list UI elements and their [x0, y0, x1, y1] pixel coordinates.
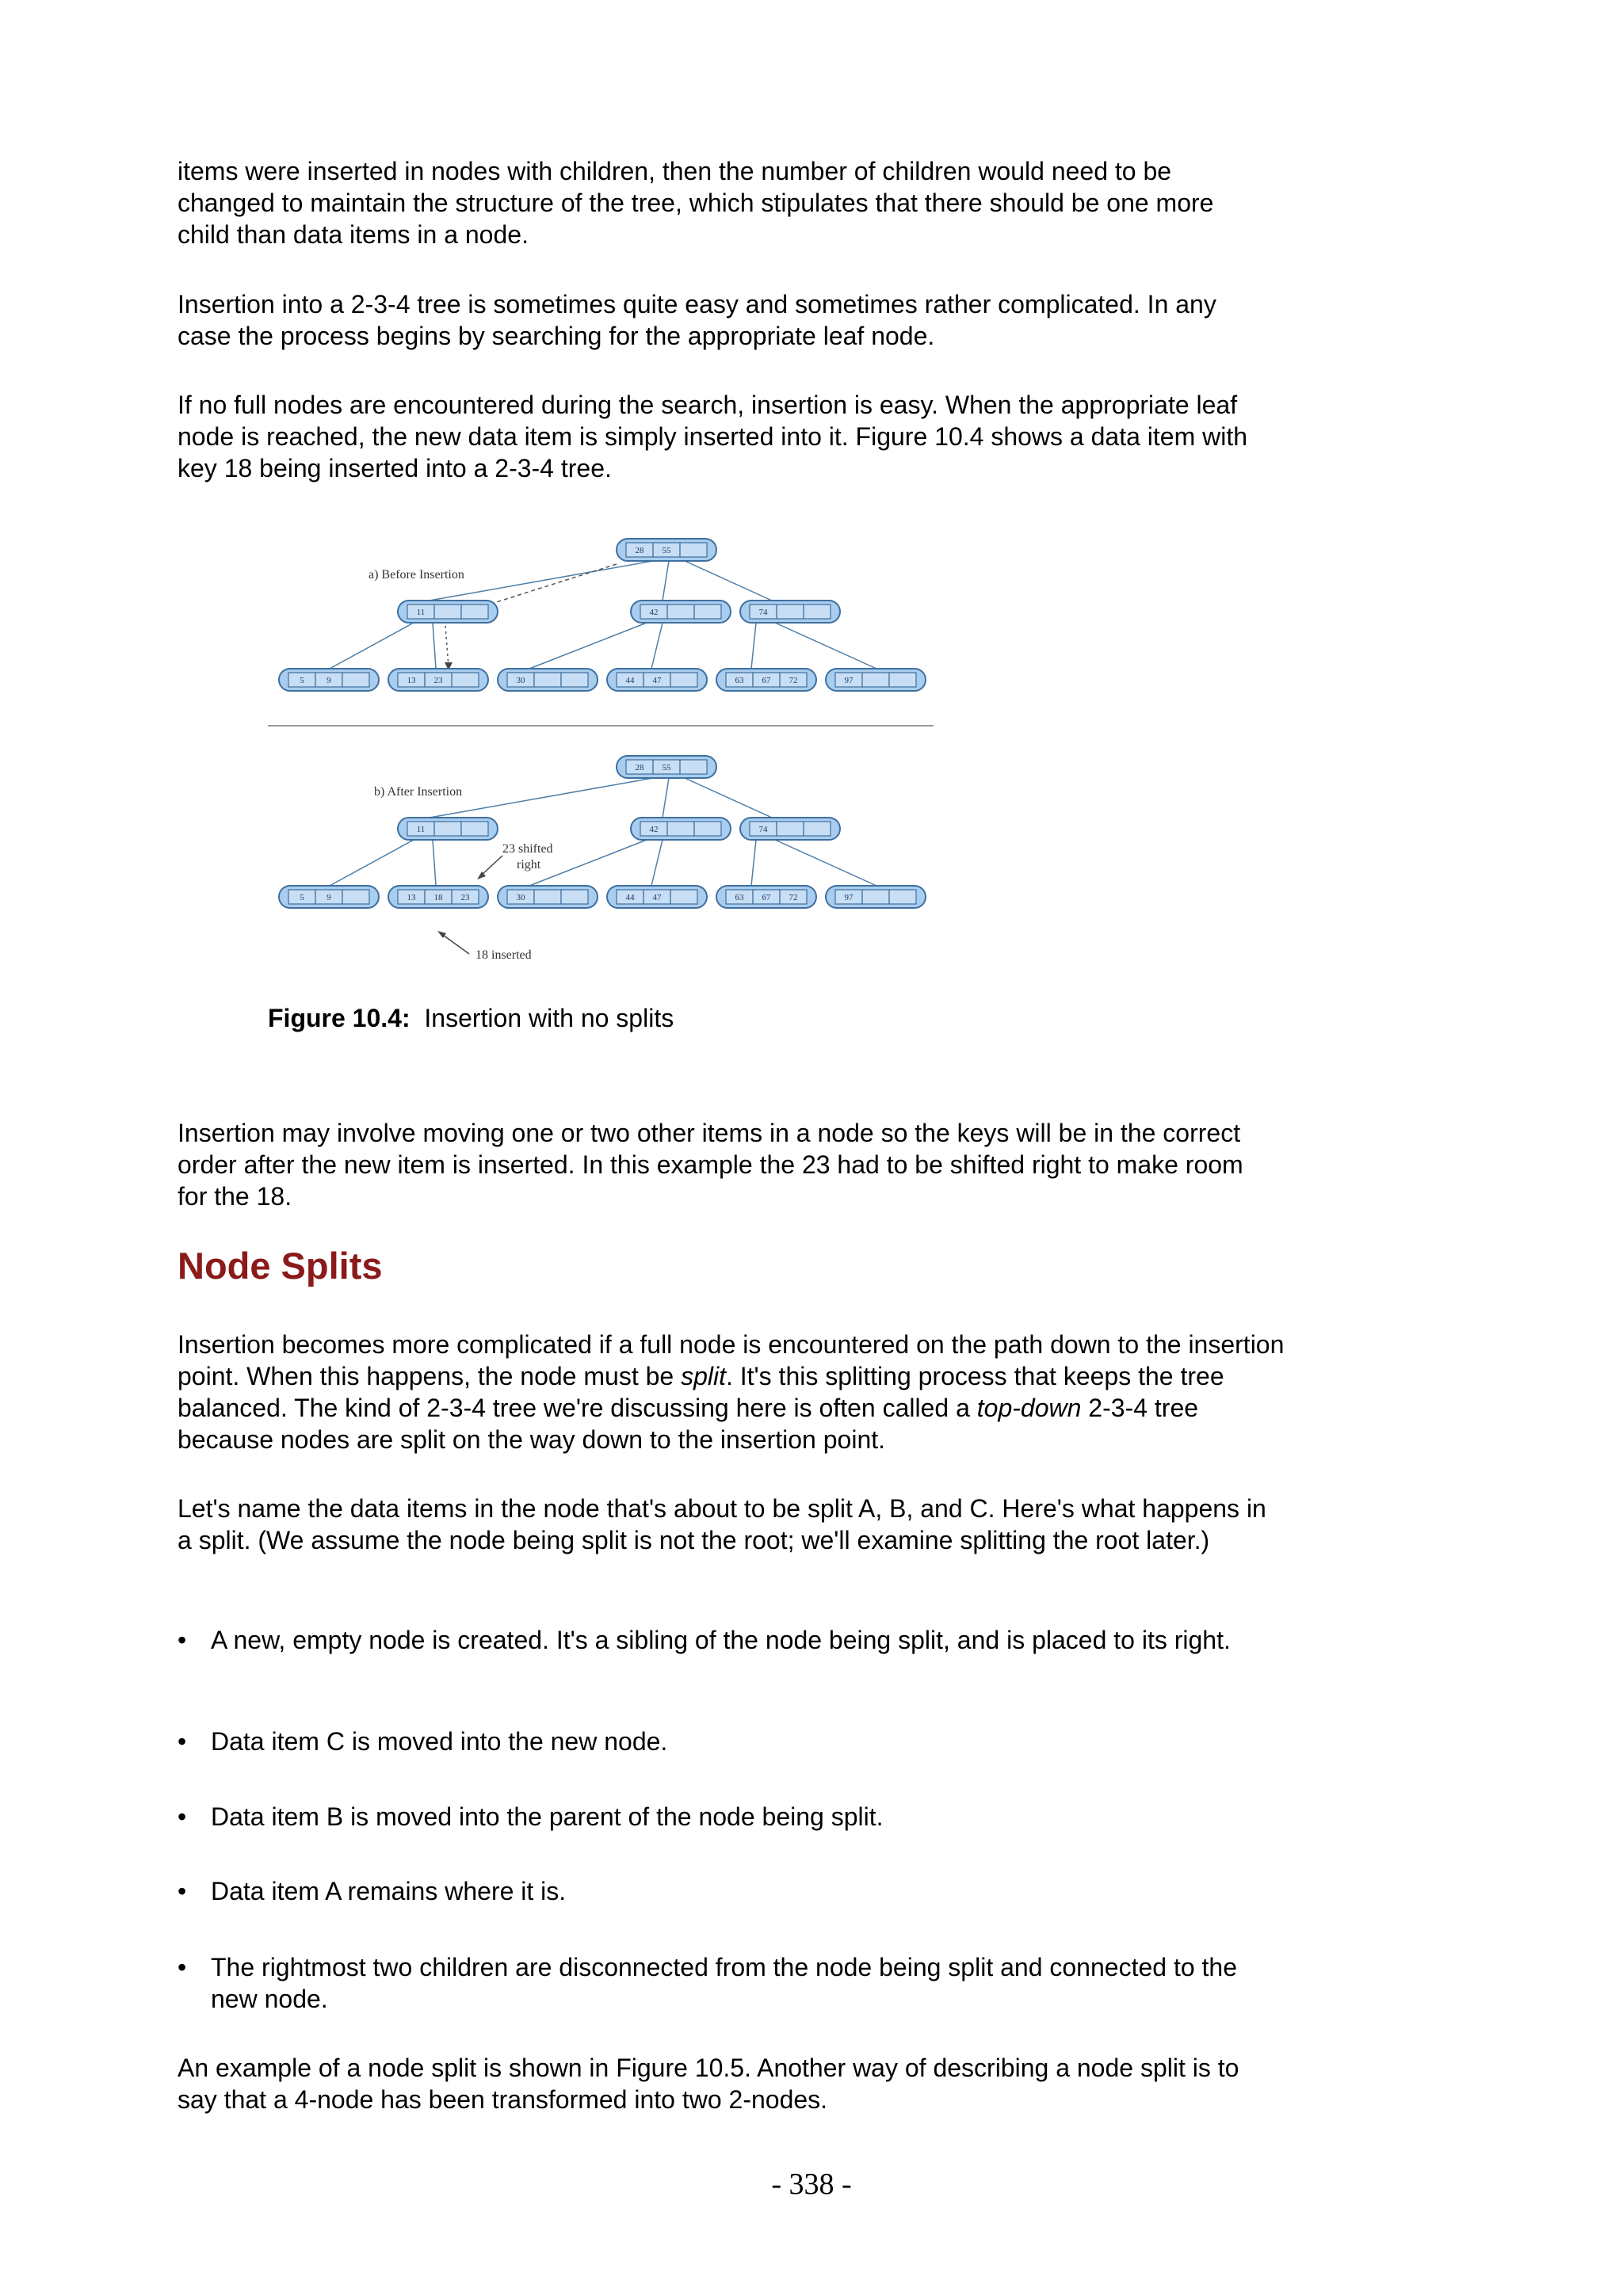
inserted-note: 18 inserted [475, 948, 532, 962]
list-item [178, 1951, 1287, 2015]
before-edge [529, 623, 647, 669]
node-key: 23 [460, 893, 470, 902]
text-run: Insertion becomes more complicated if a full node is encountered on the path down to the insertion point. When this happens, the node must be [178, 1330, 1285, 1390]
after-leaf-node [826, 886, 926, 908]
node-key: 28 [635, 546, 644, 555]
before-insertion-label: a) Before Insertion [369, 568, 464, 582]
before-edge [651, 623, 663, 669]
node-key: 42 [649, 825, 659, 834]
after-edge [751, 840, 756, 886]
emphasis-split: split [681, 1362, 726, 1390]
node-key: 74 [758, 608, 768, 617]
shift-note-line2: right [517, 858, 541, 871]
node-key: 42 [649, 608, 659, 617]
node-cell [534, 673, 561, 687]
caption-label: Figure 10.4: [268, 1004, 411, 1032]
figure-10-4 [262, 531, 943, 974]
node-cell [534, 890, 561, 904]
node-key: 18 [433, 893, 443, 902]
node-cell [461, 822, 488, 836]
list-item [178, 1801, 1287, 1833]
node-key: 13 [407, 893, 416, 902]
emphasis-top-down: top-down [976, 1394, 1082, 1422]
paragraph-insertion-overview: Insertion into a 2-3-4 tree is sometimes quite easy and sometimes rather complicated. In any case the process begins by searching for the appropriate leaf node. [178, 290, 1216, 350]
before-leaf-node [498, 669, 598, 691]
paragraph-no-full-nodes: If no full nodes are encountered during the search, insertion is easy. When the appropriate leaf node is reached, the new data item is simply inserted into it. Figure 10.4 shows a data item with key 18 being inserted into a 2-3-4 tree. [178, 391, 1248, 482]
after-edge-root [430, 778, 653, 818]
bullet-marker: • [178, 1877, 187, 1905]
node-cell [667, 822, 694, 836]
node-key: 63 [735, 893, 744, 902]
node-key: 72 [789, 676, 798, 685]
node-key: 67 [762, 676, 771, 685]
after-leaf-node [388, 886, 488, 908]
before-leaf-node [607, 669, 707, 691]
node-key: 97 [844, 676, 854, 685]
node-cell [889, 890, 916, 904]
after-edge [433, 840, 436, 886]
node-cell [342, 673, 369, 687]
page-number: - 338 - [771, 2168, 852, 2201]
node-cell [889, 673, 916, 687]
node-cell [694, 822, 721, 836]
after-edge-root [663, 778, 669, 818]
node-key: 5 [300, 893, 304, 902]
bullet-marker: • [178, 1802, 187, 1831]
node-cell [434, 822, 461, 836]
list-item-text: A new, empty node is created. It's a sibling of the node being split, and is placed to its right. [211, 1626, 1231, 1654]
tree-diagram [262, 531, 943, 974]
node-key: 30 [516, 893, 525, 902]
shift-note-line1: 23 shifted [502, 842, 553, 856]
node-key: 30 [516, 676, 525, 685]
node-cell [862, 673, 889, 687]
search-path-arrow [491, 564, 617, 604]
node-key: 44 [625, 893, 635, 902]
inserted-annotation-arrow [441, 933, 469, 954]
node-key: 13 [407, 676, 416, 685]
node-cell [670, 890, 697, 904]
node-cell [680, 543, 707, 557]
node-cell [561, 890, 588, 904]
after-edge-root [685, 778, 772, 818]
before-edge [775, 623, 876, 669]
after-edge [330, 840, 414, 886]
shift-annotation-arrow [480, 856, 502, 876]
node-cell [804, 822, 831, 836]
list-item-text: Data item C is moved into the new node. [211, 1727, 668, 1756]
after-leaf-node [716, 886, 816, 908]
after-root-node [617, 756, 716, 778]
node-key: 9 [327, 676, 331, 685]
list-item [178, 1624, 1287, 1656]
paragraph-intro: items were inserted in nodes with children, then the number of children would need to be changed to maintain the structure of the tree, which stipulates that there should be one more child than data items in a node. [178, 157, 1214, 249]
after-insertion-label: b) After Insertion [374, 785, 463, 799]
bullet-marker: • [178, 1727, 187, 1756]
node-key: 67 [762, 893, 771, 902]
node-key: 47 [652, 676, 662, 685]
node-key: 28 [635, 763, 644, 772]
node-cell [452, 673, 479, 687]
after-level1-node [398, 818, 498, 840]
before-root-node [617, 539, 716, 561]
before-leaf-node [716, 669, 816, 691]
node-key: 97 [844, 893, 854, 902]
before-level1-node [631, 601, 731, 623]
node-key: 9 [327, 893, 331, 902]
before-level1-node [740, 601, 840, 623]
after-level1-node [740, 818, 840, 840]
list-item-text: The rightmost two children are disconnected from the node being split and connected to the new node. [211, 1953, 1237, 2013]
before-leaf-node [826, 669, 926, 691]
after-level1-node [631, 818, 731, 840]
node-key: 63 [735, 676, 744, 685]
node-cell [561, 673, 588, 687]
node-key: 55 [662, 763, 671, 772]
after-edge [651, 840, 663, 886]
node-key: 5 [300, 676, 304, 685]
node-cell [667, 605, 694, 619]
figure-caption [268, 1002, 674, 1034]
paragraph-split-example: An example of a node split is shown in Figure 10.5. Another way of describing a node split is to say that a 4-node has been transformed into two 2-nodes. [178, 2054, 1239, 2114]
before-level1-node [398, 601, 498, 623]
node-cell [777, 822, 804, 836]
node-key: 74 [758, 825, 768, 834]
before-leaf-node [279, 669, 379, 691]
caption-text: Insertion with no splits [424, 1004, 674, 1032]
node-key: 23 [433, 676, 443, 685]
before-edge [330, 623, 414, 669]
list-item [178, 1875, 1287, 1907]
before-edge [751, 623, 756, 669]
node-key: 11 [416, 825, 426, 834]
node-cell [862, 890, 889, 904]
text-run: 2-3-4 tree because nodes are split on the way down to the insertion point. [178, 1394, 1199, 1454]
list-item-text: Data item A remains where it is. [211, 1877, 567, 1905]
after-leaf-node [607, 886, 707, 908]
after-leaf-node [279, 886, 379, 908]
before-edge-root [663, 561, 669, 601]
node-cell [461, 605, 488, 619]
section-heading: Node Splits [178, 1245, 383, 1287]
node-key: 55 [662, 546, 671, 555]
node-cell [680, 760, 707, 774]
bullet-marker: • [178, 1953, 187, 1981]
list-item-text: Data item B is moved into the parent of the node being split. [211, 1802, 884, 1831]
node-key: 47 [652, 893, 662, 902]
paragraph-split-naming: Let's name the data items in the node that's about to be split A, B, and C. Here's what happens in a split. (We assume the node being split is not the root; we'll examine splitting the root later.) [178, 1494, 1266, 1554]
node-cell [434, 605, 461, 619]
node-cell [342, 890, 369, 904]
node-cell [804, 605, 831, 619]
text-run: . It's this splitting process that keeps the tree balanced. The kind of 2-3-4 tree we're discussing here is often called a [178, 1362, 1224, 1422]
node-key: 44 [625, 676, 635, 685]
before-leaf-node [388, 669, 488, 691]
node-cell [694, 605, 721, 619]
paragraph-node-splits [178, 1329, 1287, 1455]
node-cell [670, 673, 697, 687]
node-key: 11 [416, 608, 426, 617]
node-key: 72 [789, 893, 798, 902]
bullet-marker: • [178, 1626, 187, 1654]
paragraph-moving-items: Insertion may involve moving one or two other items in a node so the keys will be in the correct order after the new item is inserted. In this example the 23 had to be shifted right to make room for the 18. [178, 1119, 1243, 1211]
node-cell [777, 605, 804, 619]
list-item [178, 1726, 1287, 1757]
after-leaf-node [498, 886, 598, 908]
after-edge [775, 840, 876, 886]
before-edge [433, 623, 436, 669]
before-edge-root [685, 561, 772, 601]
search-path-arrow [445, 626, 449, 667]
